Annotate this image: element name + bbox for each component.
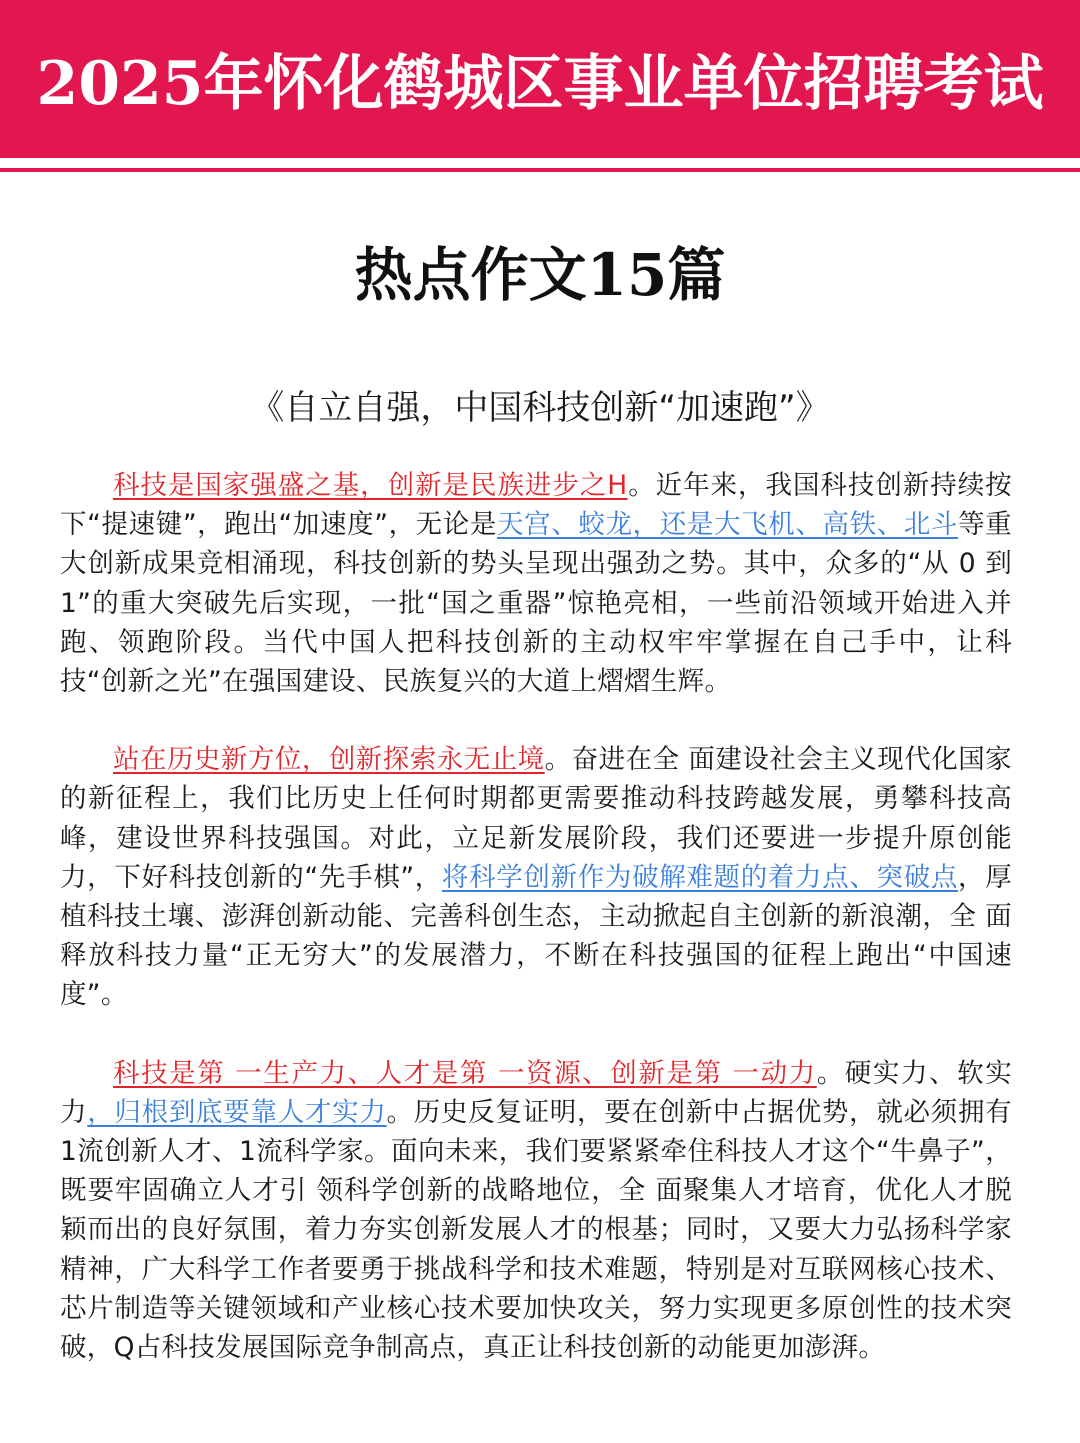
key-sentence: 科技是第 一生产力、人才是第 一资源、创新是第 一动力 (113, 1057, 817, 1089)
paragraph-text: 。硬实力、软实力 (60, 1057, 1012, 1128)
essay-body (60, 466, 1012, 1406)
page-subtitle: 热点作文15篇 (354, 241, 726, 309)
key-sentence: 科技是国家强盛之基，创新是民族进步之H (113, 470, 628, 501)
key-sentence: 站在历史新方位，创新探索永无止境 (113, 744, 545, 776)
header-divider (0, 168, 1080, 172)
paragraph-text: 等重大创新成果竞相涌现，科技创新的势头呈现出强劲之势。其中，众多的“从 0 到 1”的重大突破先后实现，一批“国之重器”惊艳亮相，一些前沿领域开始进入并跑、领跑阶段。当代中国人把科技创新的主动权牢牢掌握在自己手中，让科技“创新之光”在强国建设、民族复兴的大道上熠熠生辉。 (60, 509, 1012, 698)
header-banner (0, 0, 1080, 158)
paragraph-text: 。历史反复证明，要在创新中占据优势，就必须拥有1流创新人才、1流科学家。面向未来，我们要紧紧牵住科技人才这个“牛鼻子”，既要牢固确立人才引 领科学创新的战略地位，全 面聚集人才培育，优化人才脱颖而出的良好氛围，着力夯实创新发展人才的根基；同时，又要大力弘扬科学家精神，广大科学工作者要勇于挑战科学和技术难题，特别是对互联网核心技术、芯片制造等关键领域和产业核心技术要加快攻关，努力实现更多原创性的技术突破，Q占科技发展国际竞争制高点，真正让科技创新的动能更加澎湃。 (60, 1096, 1012, 1364)
paragraph-2 (60, 740, 1012, 1014)
highlighted-phrase: ，归根到底要靠人才实力 (87, 1096, 387, 1128)
page-title: 2025年怀化鹤城区事业单位招聘考试 (36, 49, 1044, 119)
paragraph-text: 。奋进在全 面建设社会主义现代化国家的新征程上，我们比历史上任何时期都更需要推动科技跨越发展，勇攀科技高峰，建设世界科技强国。对此，立足新发展阶段，我们还要进一步提升原创能力，下好科技创新的“先手棋”， (60, 744, 1012, 893)
essay-title: 《自立自强，中国科技创新“加速跑”》 (250, 388, 830, 428)
paragraph-text: ，厚植科技土壤、澎湃创新动能、完善科创生态，主动掀起自主创新的新浪潮，全 面释放科技力量“正无穷大”的发展潜力，不断在科技强国的征程上跑出“中国速度”。 (60, 861, 1012, 1011)
paragraph-3 (60, 1054, 1012, 1368)
highlighted-phrase: 将科学创新作为破解难题的着力点、突破点 (441, 861, 959, 893)
highlighted-phrase: 天宫、蛟龙，还是大飞机、高铁、北斗 (497, 509, 959, 541)
paragraph-text: 。近年来，我国科技创新持续按下“提速键”，跑出“加速度”，无论是 (60, 470, 1012, 541)
paragraph-1 (60, 466, 1012, 701)
